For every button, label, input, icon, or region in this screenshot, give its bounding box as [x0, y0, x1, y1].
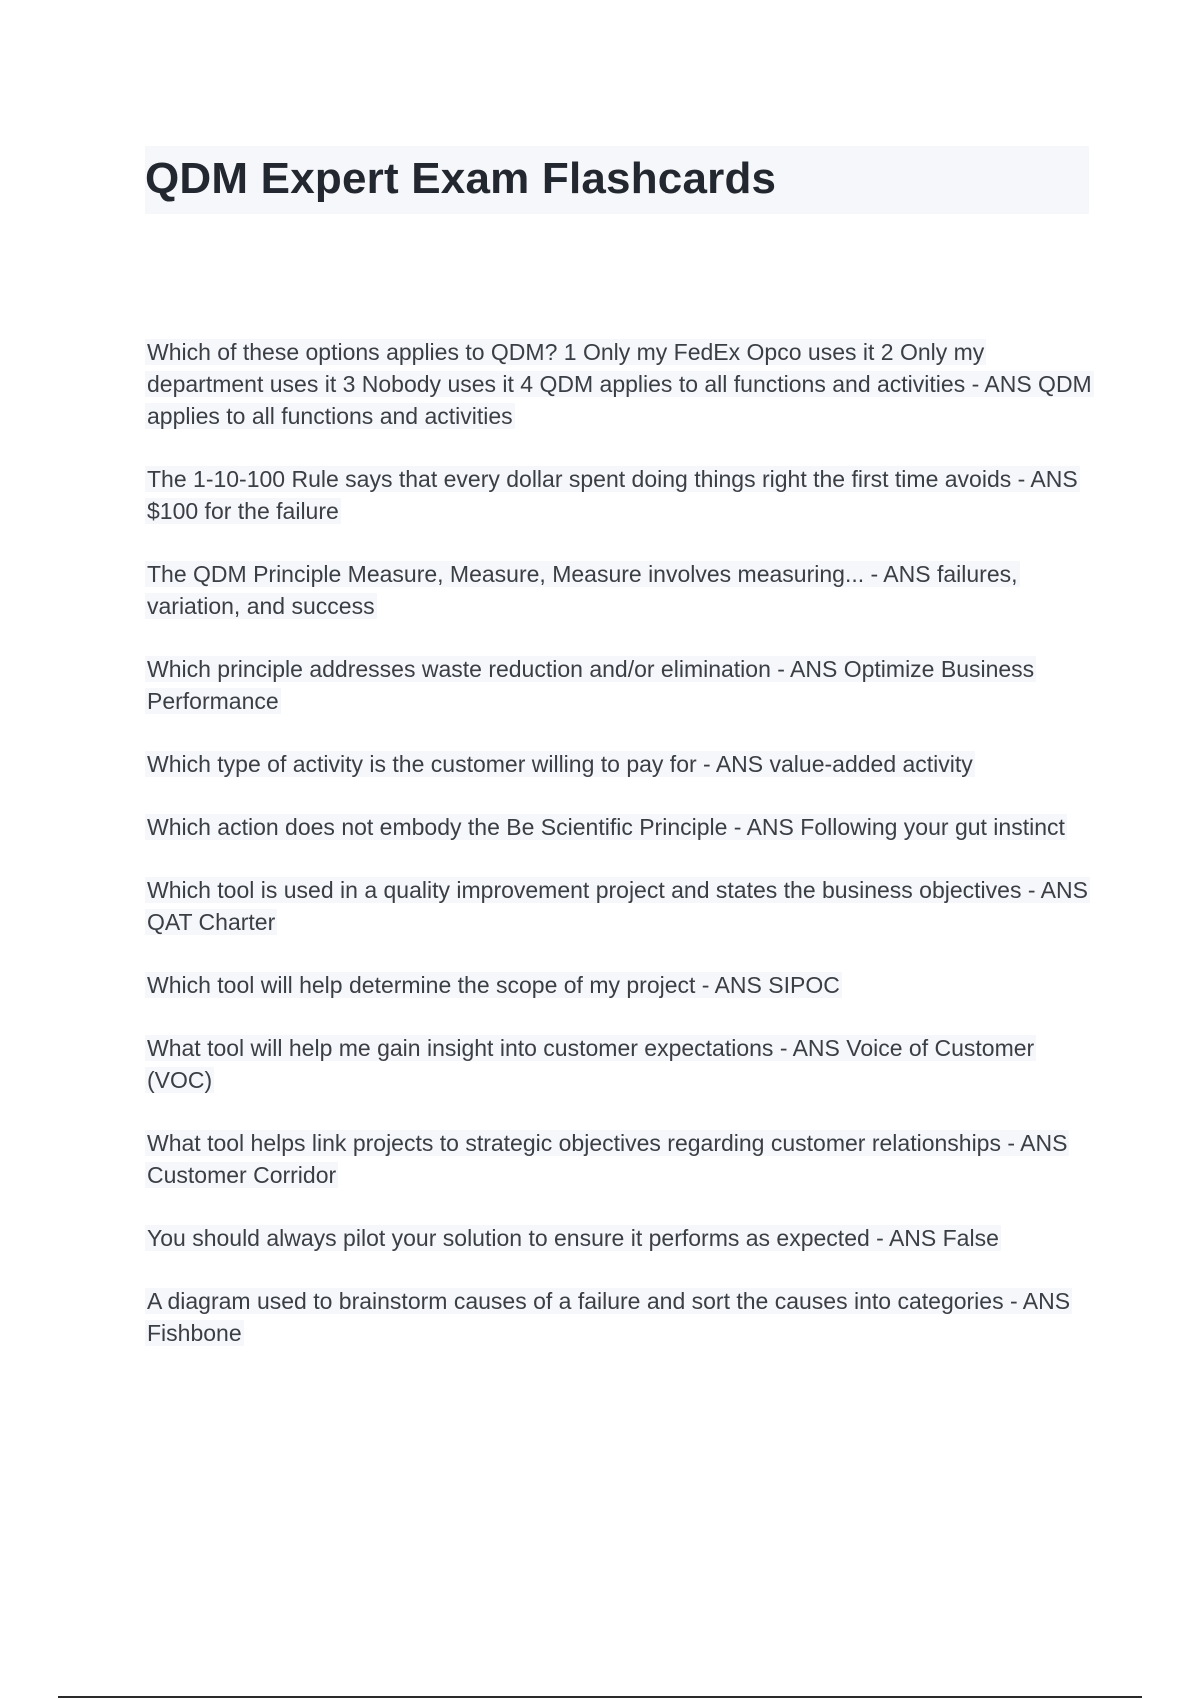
page-title: QDM Expert Exam Flashcards	[145, 154, 777, 203]
flashcard	[145, 969, 1095, 1001]
title-block	[145, 146, 1089, 214]
flashcard	[145, 558, 1095, 622]
flashcard	[145, 1127, 1095, 1191]
flashcard	[145, 1285, 1095, 1349]
flashcard-text: Which action does not embody the Be Scientific Principle - ANS Following your gut instinct	[147, 814, 1065, 840]
flashcard-text: Which of these options applies to QDM? 1 Only my FedEx Opco uses it 2 Only my department uses it 3 Nobody uses it 4 QDM applies to all functions and activities - ANS QDM applies to all functions and activities	[147, 339, 1092, 429]
flashcard-text: Which tool will help determine the scope of my project - ANS SIPOC	[147, 972, 840, 998]
flashcard-text: You should always pilot your solution to ensure it performs as expected - ANS False	[147, 1225, 999, 1251]
flashcard-text: The QDM Principle Measure, Measure, Measure involves measuring... - ANS failures, variation, and success	[147, 561, 1018, 619]
flashcard	[145, 336, 1095, 432]
flashcard-text: What tool will help me gain insight into customer expectations - ANS Voice of Customer (VOC)	[147, 1035, 1035, 1093]
flashcard	[145, 463, 1095, 527]
flashcard	[145, 653, 1095, 717]
flashcard	[145, 811, 1095, 843]
flashcard	[145, 1222, 1095, 1254]
flashcard	[145, 1032, 1095, 1096]
flashcard-text: A diagram used to brainstorm causes of a failure and sort the causes into categories - ANS Fishbone	[147, 1288, 1071, 1346]
flashcard-list	[145, 336, 1095, 1380]
flashcard-text: Which principle addresses waste reduction and/or elimination - ANS Optimize Business Performance	[147, 656, 1035, 714]
flashcard	[145, 874, 1095, 938]
flashcard-text: What tool helps link projects to strategic objectives regarding customer relationships - ANS Customer Corridor	[147, 1130, 1068, 1188]
flashcard-text: Which tool is used in a quality improvement project and states the business objectives - ANS QAT Charter	[147, 877, 1088, 935]
footer-divider	[58, 1696, 1142, 1698]
flashcard-text: Which type of activity is the customer willing to pay for - ANS value-added activity	[147, 751, 973, 777]
flashcard	[145, 748, 1095, 780]
flashcard-text: The 1-10-100 Rule says that every dollar spent doing things right the first time avoids - ANS $100 for the failure	[147, 466, 1078, 524]
